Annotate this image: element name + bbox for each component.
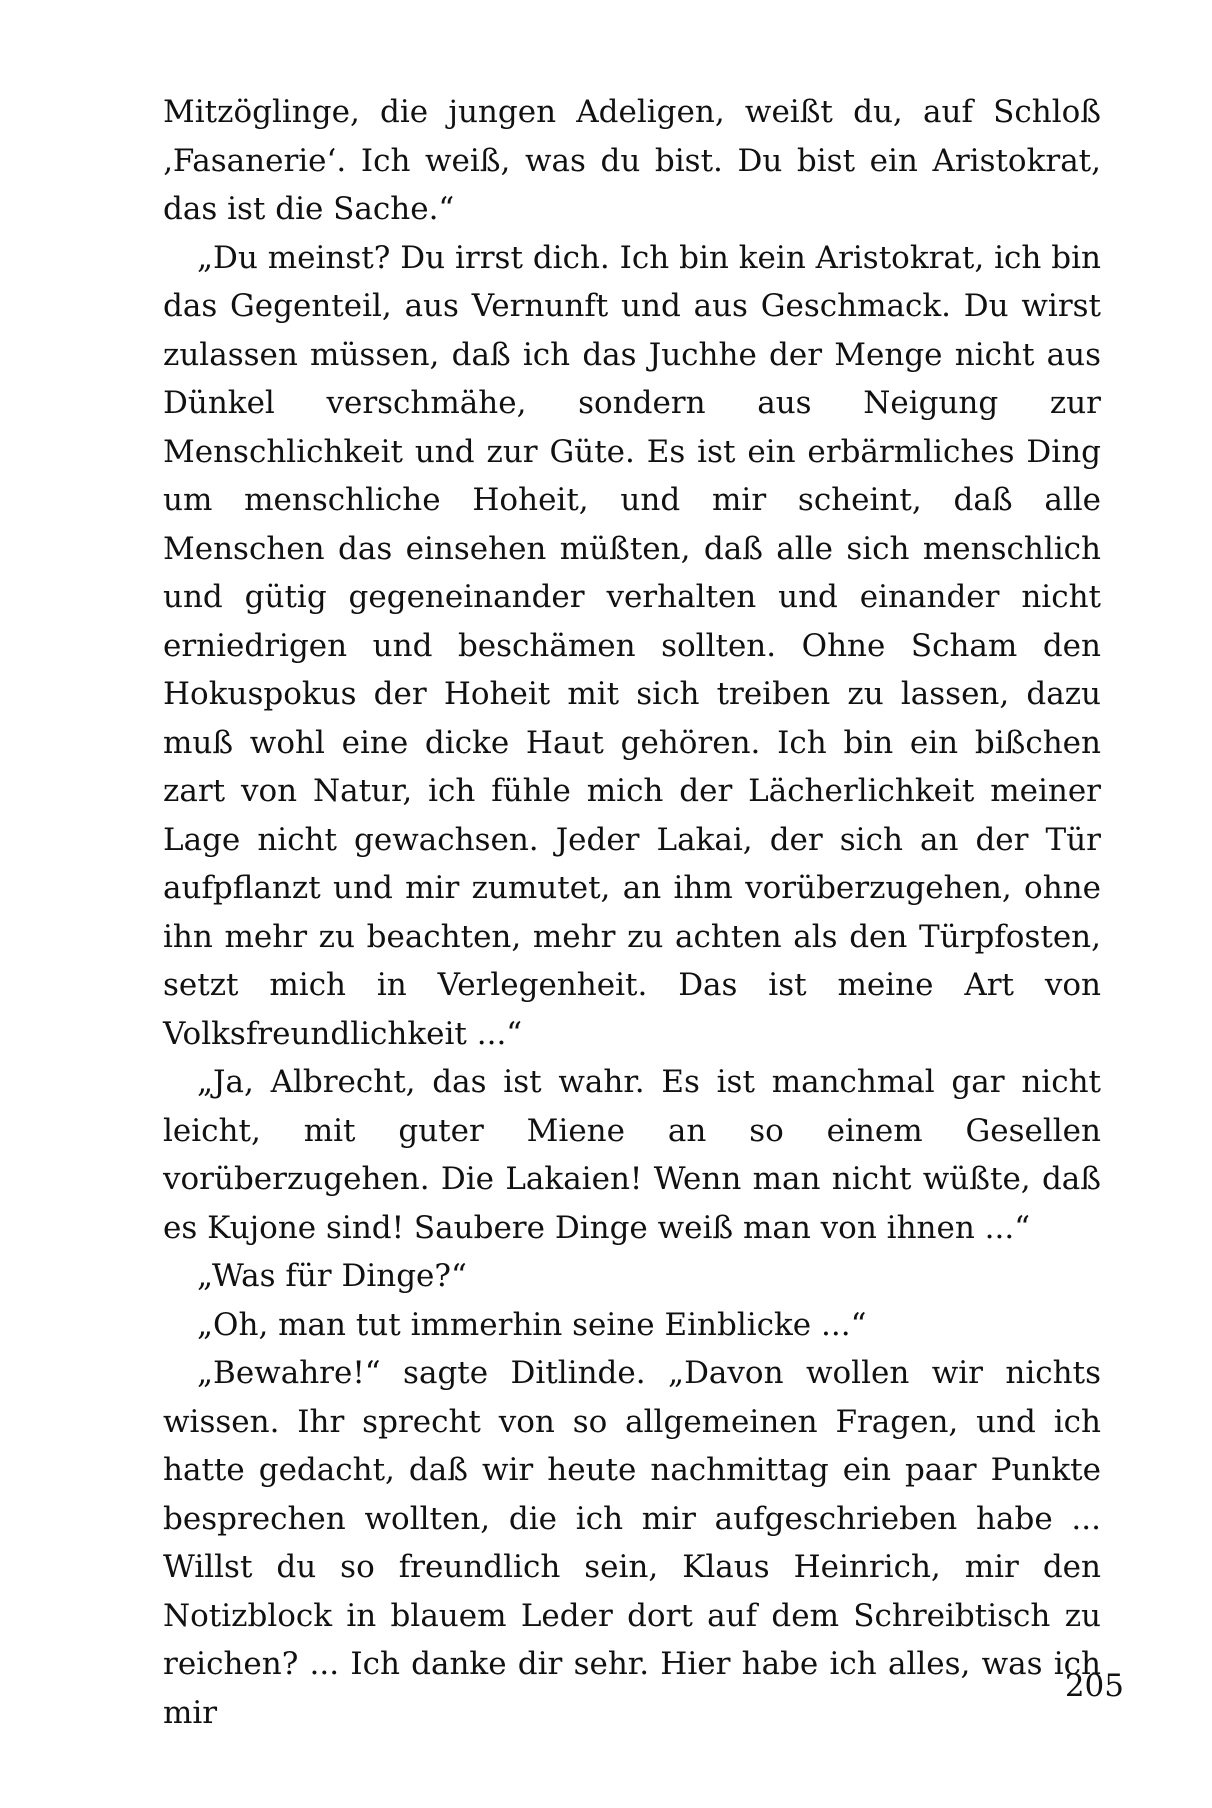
page-number: 205 bbox=[1064, 1668, 1124, 1704]
paragraph-lakaien: „Ja, Albrecht, das ist wahr. Es ist manchmal gar nicht leicht, mit guter Miene an so einem Gesellen vorüberzugehen. Die Lakaien! Wenn man nicht wüßte, daß es Kujone sind! Saubere Dinge weiß man von ihnen ...“ bbox=[163, 1064, 1101, 1246]
paragraph-einblicke: „Oh, man tut immerhin seine Einblicke ...“ bbox=[197, 1306, 867, 1343]
paragraph-bewahre: „Bewahre!“ sagte Ditlinde. „Davon wollen wir nichts wissen. Ihr sprecht von so allgemeinen Fragen, und ich hatte gedacht, daß wir heute nachmittag ein paar Punkte besprechen wollten, die ich mir aufgeschrieben habe ... Willst du so freundlich sein, Klaus Heinrich, mir den Notizblock in blauem Leder dort auf dem Schreibtisch zu reichen? ... Ich danke dir sehr. Hier habe ich alles, was ich mir bbox=[163, 1355, 1101, 1731]
paragraph-was-fuer-dinge: „Was für Dinge?“ bbox=[197, 1258, 467, 1294]
paragraph-aristocrat-speech: „Du meinst? Du irrst dich. Ich bin kein Aristokrat, ich bin das Gegenteil, aus Vernunft und aus Geschmack. Du wirst zulassen müssen, daß ich das Juchhe der Menge nicht aus Dünkel verschmähe, sondern aus Neigung zur Menschlichkeit und zur Güte. Es ist ein erbärmliches Ding um menschliche Hoheit, und mir scheint, daß alle Menschen das einsehen müßten, daß alle sich menschlich und gütig gegeneinander verhalten und einander nicht erniedrigen und beschämen sollten. Ohne Scham den Hokuspokus der Hoheit mit sich treiben zu lassen, dazu muß wohl eine dicke Haut gehören. Ich bin ein bißchen zart von Natur, ich fühle mich der Lächerlichkeit meiner Lage nicht gewachsen. Jeder Lakai, der sich an der Tür aufpflanzt und mir zumutet, an ihm vorüberzugehen, ohne ihn mehr zu beachten, mehr zu achten als den Türpfosten, setzt mich in Verlegenheit. Das ist meine Art von Volksfreundlichkeit ...“ bbox=[163, 239, 1101, 1052]
body-text bbox=[163, 88, 1101, 1737]
paragraph-continuation: Mitzöglinge, die jungen Adeligen, weißt du, auf Schloß ‚Fasanerie‘. Ich weiß, was du bist. Du bist ein Aristokrat, das ist die Sache.“ bbox=[163, 94, 1101, 227]
